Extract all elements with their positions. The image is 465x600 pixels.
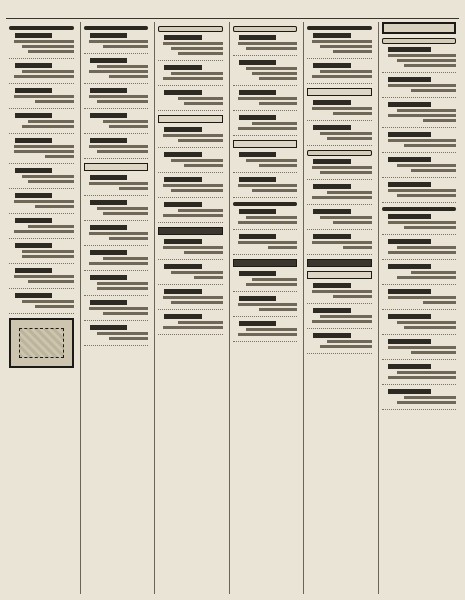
section-header bbox=[382, 207, 456, 211]
ad-listing bbox=[9, 63, 74, 84]
boxed-ad bbox=[307, 88, 372, 96]
ad-listing bbox=[158, 127, 223, 148]
ad-listing bbox=[382, 314, 456, 335]
ad-listing bbox=[158, 289, 223, 310]
ad-listing bbox=[158, 177, 223, 198]
ad-listing bbox=[9, 33, 74, 59]
ad-listing bbox=[84, 300, 149, 321]
ad-listing bbox=[233, 115, 298, 136]
ad-listing bbox=[307, 125, 372, 146]
ad-listing bbox=[9, 113, 74, 134]
ad-listing bbox=[382, 132, 456, 153]
ad-illustration bbox=[19, 328, 63, 358]
boxed-ad bbox=[233, 140, 298, 148]
cinema-advertisement bbox=[9, 318, 74, 368]
boxed-ad bbox=[158, 227, 223, 235]
ad-listing bbox=[158, 65, 223, 86]
ad-listing bbox=[233, 271, 298, 292]
ad-listing bbox=[9, 243, 74, 264]
ad-listing bbox=[307, 333, 372, 354]
ad-listing bbox=[9, 293, 74, 314]
ad-listing bbox=[9, 193, 74, 214]
ad-listing bbox=[307, 33, 372, 59]
ad-listing bbox=[382, 289, 456, 310]
column-4 bbox=[154, 22, 226, 594]
ad-listing bbox=[84, 58, 149, 84]
section-header bbox=[307, 26, 372, 30]
ad-listing bbox=[307, 308, 372, 329]
column-1 bbox=[378, 22, 459, 594]
section-header bbox=[307, 150, 372, 156]
ad-listing bbox=[84, 175, 149, 196]
boxed-ad bbox=[158, 115, 223, 123]
ad-listing bbox=[233, 60, 298, 86]
ad-listing bbox=[84, 88, 149, 109]
ad-listing bbox=[9, 168, 74, 189]
ad-listing bbox=[307, 283, 372, 304]
ad-listing bbox=[158, 90, 223, 111]
ad-listing bbox=[382, 157, 456, 178]
ad-listing bbox=[9, 218, 74, 239]
ad-listing bbox=[382, 364, 456, 385]
section-header bbox=[233, 202, 298, 206]
ad-listing bbox=[382, 264, 456, 285]
ad-listing bbox=[9, 268, 74, 289]
ad-listing bbox=[84, 113, 149, 134]
ad-listing bbox=[84, 225, 149, 246]
columns bbox=[6, 22, 459, 594]
ad-listing bbox=[84, 33, 149, 54]
ad-listing bbox=[233, 35, 298, 56]
page-header bbox=[6, 4, 459, 19]
section-header bbox=[158, 26, 223, 32]
ad-listing bbox=[233, 234, 298, 255]
ad-listing bbox=[158, 314, 223, 335]
ad-listing bbox=[158, 264, 223, 285]
ad-listing bbox=[233, 177, 298, 198]
ad-listing bbox=[382, 339, 456, 360]
ad-listing bbox=[382, 214, 456, 235]
boxed-ad bbox=[233, 259, 298, 267]
ad-listing bbox=[233, 209, 298, 230]
column-2 bbox=[303, 22, 375, 594]
ad-listing bbox=[307, 100, 372, 121]
ad-listing bbox=[307, 63, 372, 84]
ad-listing bbox=[84, 200, 149, 221]
ad-listing bbox=[307, 159, 372, 180]
boxed-ad bbox=[307, 259, 372, 267]
ad-listing bbox=[382, 47, 456, 73]
ad-listing bbox=[382, 102, 456, 128]
section-header bbox=[84, 26, 149, 30]
ad-listing bbox=[233, 321, 298, 342]
boxed-ad bbox=[84, 163, 149, 171]
ad-listing bbox=[233, 152, 298, 173]
boxed-ad bbox=[307, 271, 372, 279]
ad-listing bbox=[84, 275, 149, 296]
ad-listing bbox=[158, 239, 223, 260]
column-5 bbox=[80, 22, 152, 594]
ad-listing bbox=[84, 325, 149, 346]
ad-listing bbox=[84, 138, 149, 159]
ad-listing bbox=[382, 182, 456, 203]
ad-listing bbox=[158, 202, 223, 223]
section-header bbox=[382, 38, 456, 44]
ad-listing bbox=[307, 184, 372, 205]
ad-listing bbox=[84, 250, 149, 271]
ad-listing bbox=[382, 239, 456, 260]
ad-listing bbox=[382, 389, 456, 410]
ad-listing bbox=[307, 209, 372, 230]
ad-listing bbox=[382, 77, 456, 98]
masthead bbox=[382, 22, 456, 34]
ad-listing bbox=[9, 138, 74, 164]
column-6 bbox=[6, 22, 77, 594]
column-3 bbox=[229, 22, 301, 594]
ad-listing bbox=[9, 88, 74, 109]
ad-listing bbox=[233, 296, 298, 317]
ad-listing bbox=[158, 35, 223, 61]
ad-listing bbox=[233, 90, 298, 111]
section-header bbox=[9, 26, 74, 30]
section-header bbox=[233, 26, 298, 32]
ad-listing bbox=[307, 234, 372, 255]
ad-listing bbox=[158, 152, 223, 173]
